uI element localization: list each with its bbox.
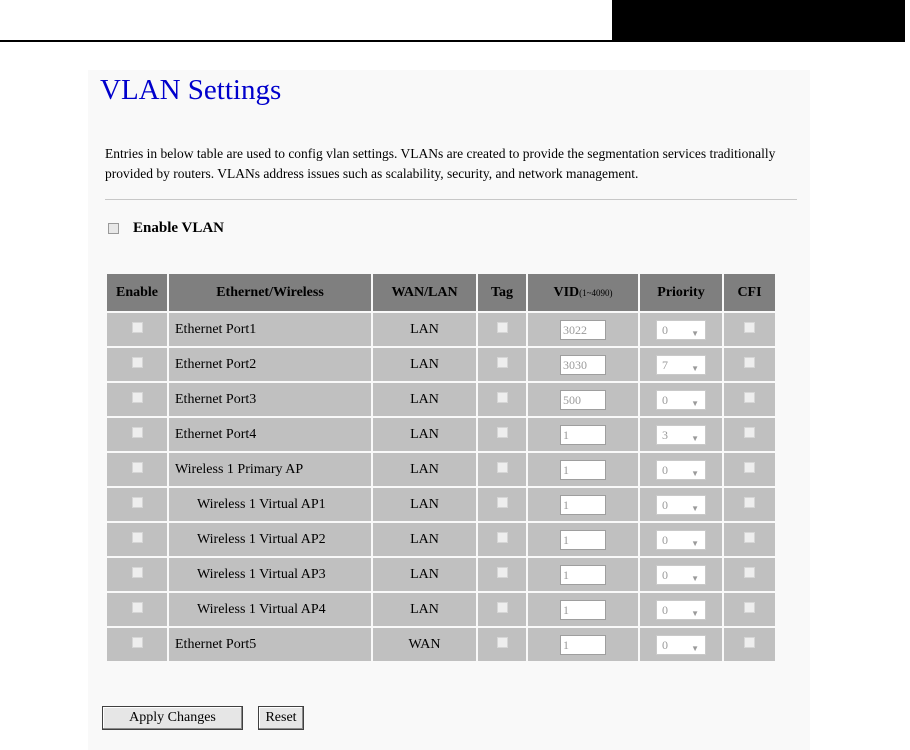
row-tag-checkbox[interactable] bbox=[497, 532, 508, 543]
wanlan-value: LAN bbox=[373, 453, 476, 486]
table-row bbox=[107, 453, 775, 486]
divider bbox=[105, 199, 797, 200]
row-tag-checkbox[interactable] bbox=[497, 637, 508, 648]
wanlan-value: LAN bbox=[373, 383, 476, 416]
priority-value: 0 bbox=[662, 392, 668, 407]
table-row bbox=[107, 558, 775, 591]
apply-changes-button[interactable]: Apply Changes bbox=[102, 706, 243, 730]
vid-cell bbox=[528, 488, 638, 521]
table-row bbox=[107, 593, 775, 626]
priority-value: 3 bbox=[662, 427, 668, 442]
row-enable-checkbox[interactable] bbox=[132, 602, 143, 613]
vid-input[interactable]: 1 bbox=[560, 495, 606, 515]
page-description: Entries in below table are used to config vlan settings. VLANs are created to provide the segmentation services traditionally provided by routers. VLANs address issues such as scalability, security, and network management. bbox=[105, 146, 776, 181]
vid-input[interactable]: 1 bbox=[560, 425, 606, 445]
priority-value: 0 bbox=[662, 462, 668, 477]
row-cfi-checkbox[interactable] bbox=[744, 462, 755, 473]
vid-input[interactable]: 500 bbox=[560, 390, 606, 410]
vid-cell bbox=[528, 593, 638, 626]
page-title: VLAN Settings bbox=[100, 74, 282, 106]
priority-value: 0 bbox=[662, 497, 668, 512]
header-black-edge bbox=[903, 0, 905, 42]
cfi-cell bbox=[724, 488, 775, 521]
wanlan-value: LAN bbox=[373, 418, 476, 451]
priority-value: 7 bbox=[662, 357, 668, 372]
interface-name: Ethernet Port1 bbox=[169, 313, 371, 346]
priority-cell bbox=[640, 418, 722, 451]
cfi-cell bbox=[724, 348, 775, 381]
tag-cell bbox=[478, 593, 526, 626]
priority-select[interactable] bbox=[656, 390, 706, 410]
row-cfi-checkbox[interactable] bbox=[744, 567, 755, 578]
vid-cell bbox=[528, 558, 638, 591]
vid-input[interactable]: 3022 bbox=[560, 320, 606, 340]
header-black-block bbox=[612, 0, 903, 42]
interface-name: Wireless 1 Virtual AP1 bbox=[169, 488, 371, 521]
priority-cell bbox=[640, 628, 722, 661]
cfi-cell bbox=[724, 523, 775, 556]
table-header-row bbox=[107, 274, 775, 311]
cfi-cell bbox=[724, 593, 775, 626]
row-cfi-checkbox[interactable] bbox=[744, 497, 755, 508]
row-enable-checkbox[interactable] bbox=[132, 567, 143, 578]
table-row bbox=[107, 488, 775, 521]
interface-name: Ethernet Port2 bbox=[169, 348, 371, 381]
vid-input[interactable]: 1 bbox=[560, 635, 606, 655]
row-tag-checkbox[interactable] bbox=[497, 497, 508, 508]
row-enable-checkbox[interactable] bbox=[132, 462, 143, 473]
interface-name: Wireless 1 Virtual AP4 bbox=[169, 593, 371, 626]
row-tag-checkbox[interactable] bbox=[497, 357, 508, 368]
tag-cell bbox=[478, 348, 526, 381]
table-row bbox=[107, 418, 775, 451]
header-vid-label: VID bbox=[553, 284, 580, 300]
vid-input[interactable]: 3030 bbox=[560, 355, 606, 375]
dropdown-arrow-icon: ▼ bbox=[691, 643, 699, 653]
cfi-cell bbox=[724, 383, 775, 416]
wanlan-value: LAN bbox=[373, 348, 476, 381]
vid-cell bbox=[528, 453, 638, 486]
priority-cell bbox=[640, 523, 722, 556]
dropdown-arrow-icon: ▼ bbox=[691, 468, 699, 478]
cfi-cell bbox=[724, 628, 775, 661]
header-tag: Tag bbox=[478, 274, 526, 311]
row-tag-checkbox[interactable] bbox=[497, 567, 508, 578]
tag-cell bbox=[478, 313, 526, 346]
vid-cell bbox=[528, 523, 638, 556]
vid-cell bbox=[528, 418, 638, 451]
enable-cell bbox=[107, 313, 167, 346]
enable-cell bbox=[107, 593, 167, 626]
tag-cell bbox=[478, 418, 526, 451]
dropdown-arrow-icon: ▼ bbox=[691, 363, 699, 373]
dropdown-arrow-icon: ▼ bbox=[691, 608, 699, 618]
enable-cell bbox=[107, 488, 167, 521]
priority-select[interactable] bbox=[656, 355, 706, 375]
dropdown-arrow-icon: ▼ bbox=[691, 573, 699, 583]
header-cfi: CFI bbox=[724, 274, 775, 311]
priority-select[interactable] bbox=[656, 600, 706, 620]
cfi-cell bbox=[724, 558, 775, 591]
tag-cell bbox=[478, 488, 526, 521]
tag-cell bbox=[478, 383, 526, 416]
header-interface: Ethernet/Wireless bbox=[169, 274, 371, 311]
priority-value: 0 bbox=[662, 602, 668, 617]
tag-cell bbox=[478, 628, 526, 661]
row-cfi-checkbox[interactable] bbox=[744, 532, 755, 543]
enable-cell bbox=[107, 558, 167, 591]
row-enable-checkbox[interactable] bbox=[132, 392, 143, 403]
dropdown-arrow-icon: ▼ bbox=[691, 328, 699, 338]
header-enable: Enable bbox=[107, 274, 167, 311]
dropdown-arrow-icon: ▼ bbox=[691, 503, 699, 513]
vid-input[interactable]: 1 bbox=[560, 530, 606, 550]
priority-select[interactable] bbox=[656, 635, 706, 655]
row-tag-checkbox[interactable] bbox=[497, 462, 508, 473]
priority-select[interactable] bbox=[656, 530, 706, 550]
dropdown-arrow-icon: ▼ bbox=[691, 433, 699, 443]
interface-name: Wireless 1 Virtual AP2 bbox=[169, 523, 371, 556]
priority-cell bbox=[640, 593, 722, 626]
priority-cell bbox=[640, 488, 722, 521]
priority-value: 0 bbox=[662, 567, 668, 582]
tag-cell bbox=[478, 523, 526, 556]
row-enable-checkbox[interactable] bbox=[132, 427, 143, 438]
table-row bbox=[107, 523, 775, 556]
vlan-table bbox=[105, 272, 777, 663]
vid-input[interactable]: 1 bbox=[560, 565, 606, 585]
row-tag-checkbox[interactable] bbox=[497, 602, 508, 613]
dropdown-arrow-icon: ▼ bbox=[691, 538, 699, 548]
enable-cell bbox=[107, 523, 167, 556]
priority-value: 0 bbox=[662, 532, 668, 547]
header-vid bbox=[528, 274, 638, 311]
table-row bbox=[107, 313, 775, 346]
table-row bbox=[107, 348, 775, 381]
table-row bbox=[107, 628, 775, 661]
priority-value: 0 bbox=[662, 637, 668, 652]
header-rule bbox=[0, 40, 612, 42]
enable-cell bbox=[107, 453, 167, 486]
tag-cell bbox=[478, 558, 526, 591]
wanlan-value: WAN bbox=[373, 628, 476, 661]
row-tag-checkbox[interactable] bbox=[497, 427, 508, 438]
header-priority: Priority bbox=[640, 274, 722, 311]
cfi-cell bbox=[724, 453, 775, 486]
priority-cell bbox=[640, 558, 722, 591]
interface-name: Ethernet Port5 bbox=[169, 628, 371, 661]
row-cfi-checkbox[interactable] bbox=[744, 322, 755, 333]
row-cfi-checkbox[interactable] bbox=[744, 427, 755, 438]
priority-select[interactable] bbox=[656, 495, 706, 515]
priority-value: 0 bbox=[662, 322, 668, 337]
row-cfi-checkbox[interactable] bbox=[744, 602, 755, 613]
interface-name: Ethernet Port3 bbox=[169, 383, 371, 416]
priority-select[interactable] bbox=[656, 320, 706, 340]
vid-cell bbox=[528, 348, 638, 381]
priority-cell bbox=[640, 453, 722, 486]
enable-vlan-checkbox[interactable] bbox=[108, 223, 119, 234]
wanlan-value: LAN bbox=[373, 488, 476, 521]
enable-cell bbox=[107, 348, 167, 381]
vid-cell bbox=[528, 313, 638, 346]
row-enable-checkbox[interactable] bbox=[132, 357, 143, 368]
row-cfi-checkbox[interactable] bbox=[744, 357, 755, 368]
enable-vlan-row bbox=[108, 220, 224, 237]
priority-cell bbox=[640, 313, 722, 346]
enable-cell bbox=[107, 383, 167, 416]
table-row bbox=[107, 383, 775, 416]
cfi-cell bbox=[724, 313, 775, 346]
row-enable-checkbox[interactable] bbox=[132, 497, 143, 508]
header-wanlan: WAN/LAN bbox=[373, 274, 476, 311]
dropdown-arrow-icon: ▼ bbox=[691, 398, 699, 408]
priority-select[interactable] bbox=[656, 565, 706, 585]
wanlan-value: LAN bbox=[373, 523, 476, 556]
priority-select[interactable] bbox=[656, 460, 706, 480]
header-vid-range: (1~4090) bbox=[579, 287, 613, 298]
priority-select[interactable] bbox=[656, 425, 706, 445]
priority-cell bbox=[640, 348, 722, 381]
row-tag-checkbox[interactable] bbox=[497, 322, 508, 333]
row-enable-checkbox[interactable] bbox=[132, 322, 143, 333]
vid-input[interactable]: 1 bbox=[560, 600, 606, 620]
vid-cell bbox=[528, 628, 638, 661]
reset-button[interactable]: Reset bbox=[258, 706, 304, 730]
wanlan-value: LAN bbox=[373, 558, 476, 591]
vid-input[interactable]: 1 bbox=[560, 460, 606, 480]
cfi-cell bbox=[724, 418, 775, 451]
tag-cell bbox=[478, 453, 526, 486]
row-enable-checkbox[interactable] bbox=[132, 637, 143, 648]
wanlan-value: LAN bbox=[373, 593, 476, 626]
row-cfi-checkbox[interactable] bbox=[744, 637, 755, 648]
wanlan-value: LAN bbox=[373, 313, 476, 346]
priority-cell bbox=[640, 383, 722, 416]
enable-cell bbox=[107, 628, 167, 661]
row-tag-checkbox[interactable] bbox=[497, 392, 508, 403]
enable-cell bbox=[107, 418, 167, 451]
row-enable-checkbox[interactable] bbox=[132, 532, 143, 543]
interface-name: Wireless 1 Virtual AP3 bbox=[169, 558, 371, 591]
interface-name: Wireless 1 Primary AP bbox=[169, 453, 371, 486]
row-cfi-checkbox[interactable] bbox=[744, 392, 755, 403]
interface-name: Ethernet Port4 bbox=[169, 418, 371, 451]
enable-vlan-label: Enable VLAN bbox=[133, 220, 224, 236]
vid-cell bbox=[528, 383, 638, 416]
